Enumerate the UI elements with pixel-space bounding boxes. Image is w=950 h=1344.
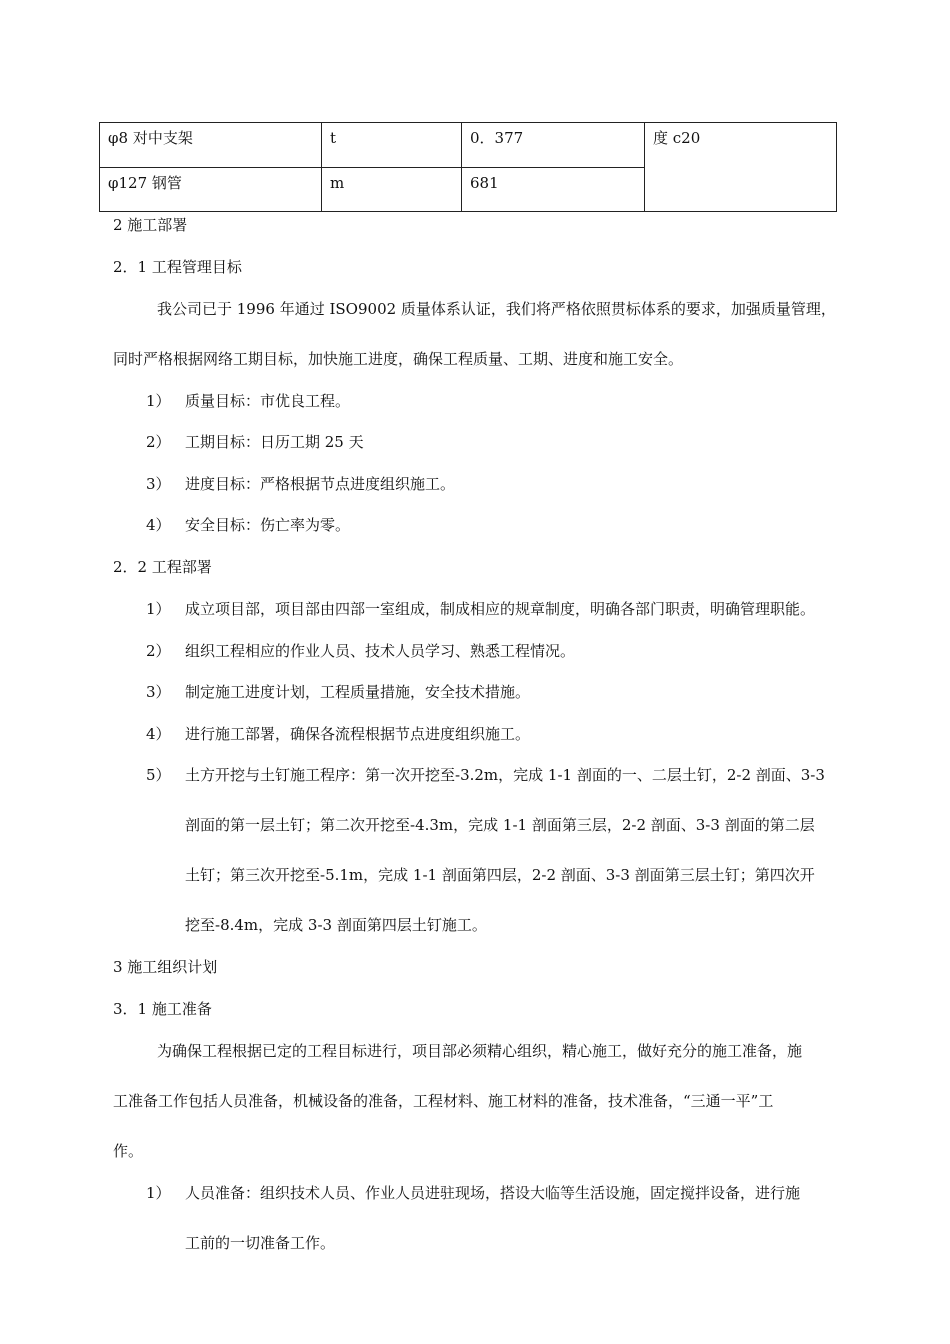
list-item-continuation: 挖至-8.4m，完成 3-3 剖面第四层土钉施工。 [185, 916, 487, 934]
list-number: 5） [146, 766, 171, 784]
list-item-continuation: 工前的一切准备工作。 [185, 1234, 336, 1252]
list-number: 4） [146, 516, 171, 534]
list-item: 进行施工部署，确保各流程根据节点进度组织施工。 [185, 725, 531, 743]
list-number: 2） [146, 642, 171, 660]
subsection-heading: 3．1 施工准备 [113, 1000, 212, 1018]
list-item: 人员准备：组织技术人员、作业人员进驻现场，搭设大临等生活设施，固定搅拌设备，进行施 [185, 1184, 801, 1202]
list-number: 2） [146, 433, 171, 451]
list-number: 3） [146, 683, 171, 701]
section-heading: 3 施工组织计划 [113, 958, 218, 976]
list-item: 安全目标：伤亡率为零。 [185, 516, 351, 534]
table-cell: 681 [462, 168, 645, 212]
list-number: 1） [146, 1184, 171, 1202]
paragraph-line: 工准备工作包括人员准备，机械设备的准备，工程材料、施工材料的准备，技术准备，“三通一平”工 [113, 1092, 774, 1110]
table-cell: 度 c20 [645, 123, 837, 212]
list-item-continuation: 剖面的第一层土钉；第二次开挖至-4.3m，完成 1-1 剖面第三层，2-2 剖面、3-3 剖面的第二层 [185, 816, 815, 834]
section-heading: 2 施工部署 [113, 216, 188, 234]
table-cell: t [322, 123, 462, 168]
list-item-continuation: 土钉；第三次开挖至-5.1m，完成 1-1 剖面第四层，2-2 剖面、3-3 剖面第三层土钉；第四次开 [185, 866, 815, 884]
table-cell: φ127 钢管 [100, 168, 322, 212]
list-item: 成立项目部，项目部由四部一室组成，制成相应的规章制度，明确各部门职责，明确管理职能。 [185, 600, 816, 618]
paragraph-line: 为确保工程根据已定的工程目标进行，项目部必须精心组织，精心施工，做好充分的施工准备，施 [157, 1042, 803, 1060]
list-item: 进度目标：严格根据节点进度组织施工。 [185, 475, 456, 493]
table-cell: m [322, 168, 462, 212]
table-cell: φ8 对中支架 [100, 123, 322, 168]
list-number: 3） [146, 475, 171, 493]
subsection-heading: 2．2 工程部署 [113, 558, 212, 576]
paragraph-line: 我公司已于 1996 年通过 ISO9002 质量体系认证，我们将严格依照贯标体系的要求，加强质量管理， [157, 300, 836, 318]
list-number: 1） [146, 392, 171, 410]
list-number: 1） [146, 600, 171, 618]
list-item: 制定施工进度计划，工程质量措施，安全技术措施。 [185, 683, 531, 701]
table-row [100, 123, 837, 168]
list-item: 土方开挖与土钉施工程序：第一次开挖至-3.2m，完成 1-1 剖面的一、二层土钉，2-2 剖面、3-3 [185, 766, 825, 784]
paragraph-line: 作。 [113, 1142, 144, 1160]
list-number: 4） [146, 725, 171, 743]
list-item: 质量目标：市优良工程。 [185, 392, 351, 410]
materials-table [99, 122, 837, 212]
list-item: 组织工程相应的作业人员、技术人员学习、熟悉工程情况。 [185, 642, 576, 660]
list-item: 工期目标：日历工期 25 天 [185, 433, 364, 451]
subsection-heading: 2．1 工程管理目标 [113, 258, 242, 276]
table-cell: 0．377 [462, 123, 645, 168]
paragraph-line: 同时严格根据网络工期目标，加快施工进度，确保工程质量、工期、进度和施工安全。 [113, 350, 684, 368]
